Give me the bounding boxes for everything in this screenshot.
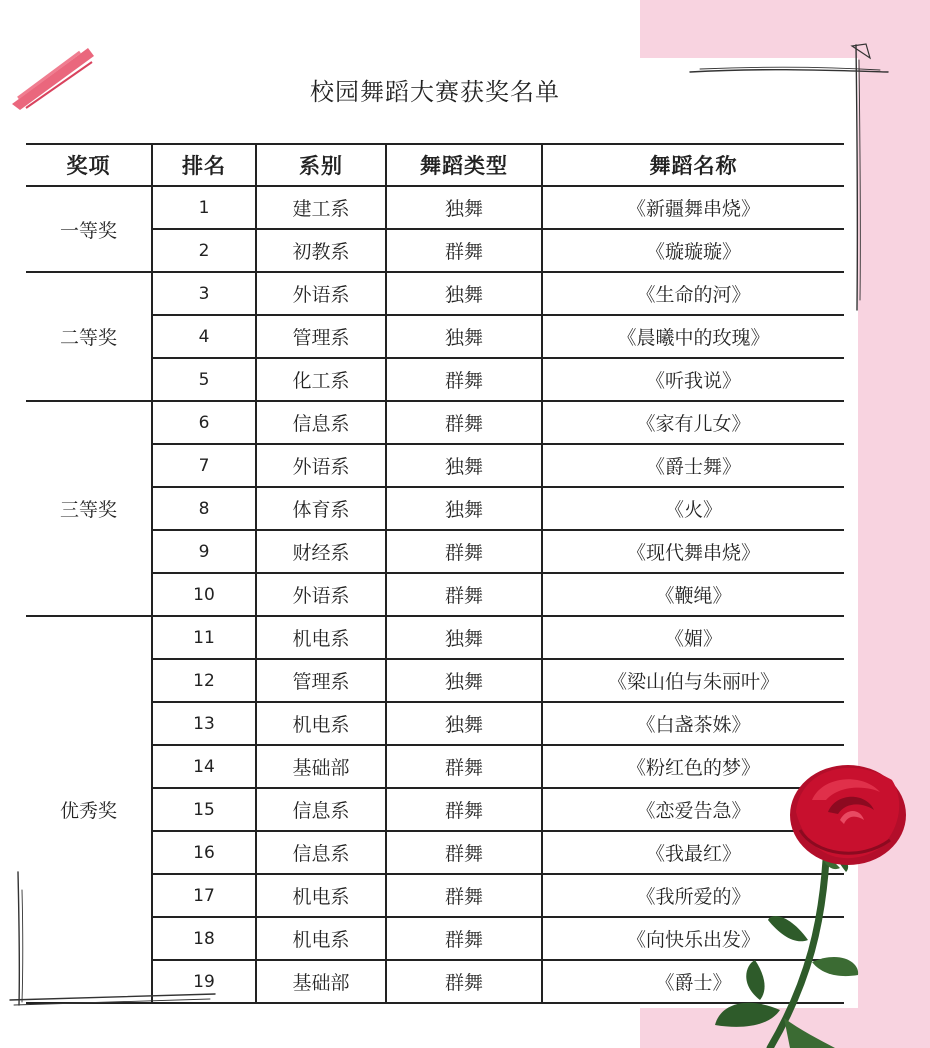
dance-name-cell: 《我所爱的》 [542,874,844,917]
dance-type-cell: 独舞 [386,315,542,358]
department-cell: 外语系 [256,444,386,487]
award-cell: 三等奖 [26,401,152,616]
department-cell: 信息系 [256,788,386,831]
dance-type-cell: 群舞 [386,358,542,401]
dance-type-cell: 群舞 [386,788,542,831]
dance-type-cell: 群舞 [386,573,542,616]
dance-type-cell: 独舞 [386,616,542,659]
dance-name-cell: 《听我说》 [542,358,844,401]
dance-type-cell: 群舞 [386,960,542,1003]
dance-name-cell: 《家有儿女》 [542,401,844,444]
department-cell: 机电系 [256,616,386,659]
dance-name-cell: 《生命的河》 [542,272,844,315]
rank-cell: 18 [152,917,256,960]
department-cell: 机电系 [256,874,386,917]
header-rank: 排名 [152,144,256,186]
dance-name-cell: 《媚》 [542,616,844,659]
department-cell: 外语系 [256,573,386,616]
header-award: 奖项 [26,144,152,186]
table-row [26,186,844,229]
table-row [26,272,844,315]
dance-type-cell: 群舞 [386,530,542,573]
rank-cell: 3 [152,272,256,315]
dance-type-cell: 独舞 [386,487,542,530]
dance-type-cell: 群舞 [386,401,542,444]
rank-cell: 5 [152,358,256,401]
rank-cell: 6 [152,401,256,444]
dance-type-cell: 独舞 [386,186,542,229]
dance-name-cell: 《爵士舞》 [542,444,844,487]
rank-cell: 7 [152,444,256,487]
dance-name-cell: 《向快乐出发》 [542,917,844,960]
department-cell: 信息系 [256,831,386,874]
award-cell: 二等奖 [26,272,152,401]
rank-cell: 4 [152,315,256,358]
department-cell: 化工系 [256,358,386,401]
rank-cell: 14 [152,745,256,788]
department-cell: 管理系 [256,315,386,358]
dance-name-cell: 《鞭绳》 [542,573,844,616]
dance-type-cell: 群舞 [386,917,542,960]
rank-cell: 10 [152,573,256,616]
page-title: 校园舞蹈大赛获奖名单 [310,78,560,106]
rank-cell: 12 [152,659,256,702]
department-cell: 机电系 [256,702,386,745]
dance-name-cell: 《梁山伯与朱丽叶》 [542,659,844,702]
dance-type-cell: 独舞 [386,702,542,745]
rank-cell: 8 [152,487,256,530]
dance-type-cell: 群舞 [386,229,542,272]
award-cell: 优秀奖 [26,616,152,1003]
dance-type-cell: 群舞 [386,745,542,788]
dance-name-cell: 《恋爱告急》 [542,788,844,831]
department-cell: 基础部 [256,960,386,1003]
dance-name-cell: 《爵士》 [542,960,844,1003]
awards-table [26,143,844,1004]
dance-name-cell: 《粉红色的梦》 [542,745,844,788]
awards-table-body [26,186,844,1003]
dance-type-cell: 群舞 [386,874,542,917]
header-dance-type: 舞蹈类型 [386,144,542,186]
rank-cell: 15 [152,788,256,831]
dance-type-cell: 独舞 [386,272,542,315]
department-cell: 机电系 [256,917,386,960]
department-cell: 管理系 [256,659,386,702]
dance-type-cell: 群舞 [386,831,542,874]
department-cell: 基础部 [256,745,386,788]
dance-name-cell: 《我最红》 [542,831,844,874]
dance-type-cell: 独舞 [386,444,542,487]
department-cell: 体育系 [256,487,386,530]
dance-name-cell: 《现代舞串烧》 [542,530,844,573]
rank-cell: 2 [152,229,256,272]
rank-cell: 1 [152,186,256,229]
dance-name-cell: 《晨曦中的玫瑰》 [542,315,844,358]
table-row [26,616,844,659]
department-cell: 初教系 [256,229,386,272]
rank-cell: 13 [152,702,256,745]
table-header-row [26,144,844,186]
rank-cell: 17 [152,874,256,917]
dance-type-cell: 独舞 [386,659,542,702]
rank-cell: 11 [152,616,256,659]
dance-name-cell: 《新疆舞串烧》 [542,186,844,229]
department-cell: 建工系 [256,186,386,229]
dance-name-cell: 《火》 [542,487,844,530]
dance-name-cell: 《璇璇璇》 [542,229,844,272]
header-dance-name: 舞蹈名称 [542,144,844,186]
rank-cell: 9 [152,530,256,573]
dance-name-cell: 《白盏茶姝》 [542,702,844,745]
department-cell: 财经系 [256,530,386,573]
table-row [26,401,844,444]
department-cell: 外语系 [256,272,386,315]
rank-cell: 16 [152,831,256,874]
department-cell: 信息系 [256,401,386,444]
rank-cell: 19 [152,960,256,1003]
header-department: 系别 [256,144,386,186]
paper-sheet-top [26,45,640,59]
award-cell: 一等奖 [26,186,152,272]
